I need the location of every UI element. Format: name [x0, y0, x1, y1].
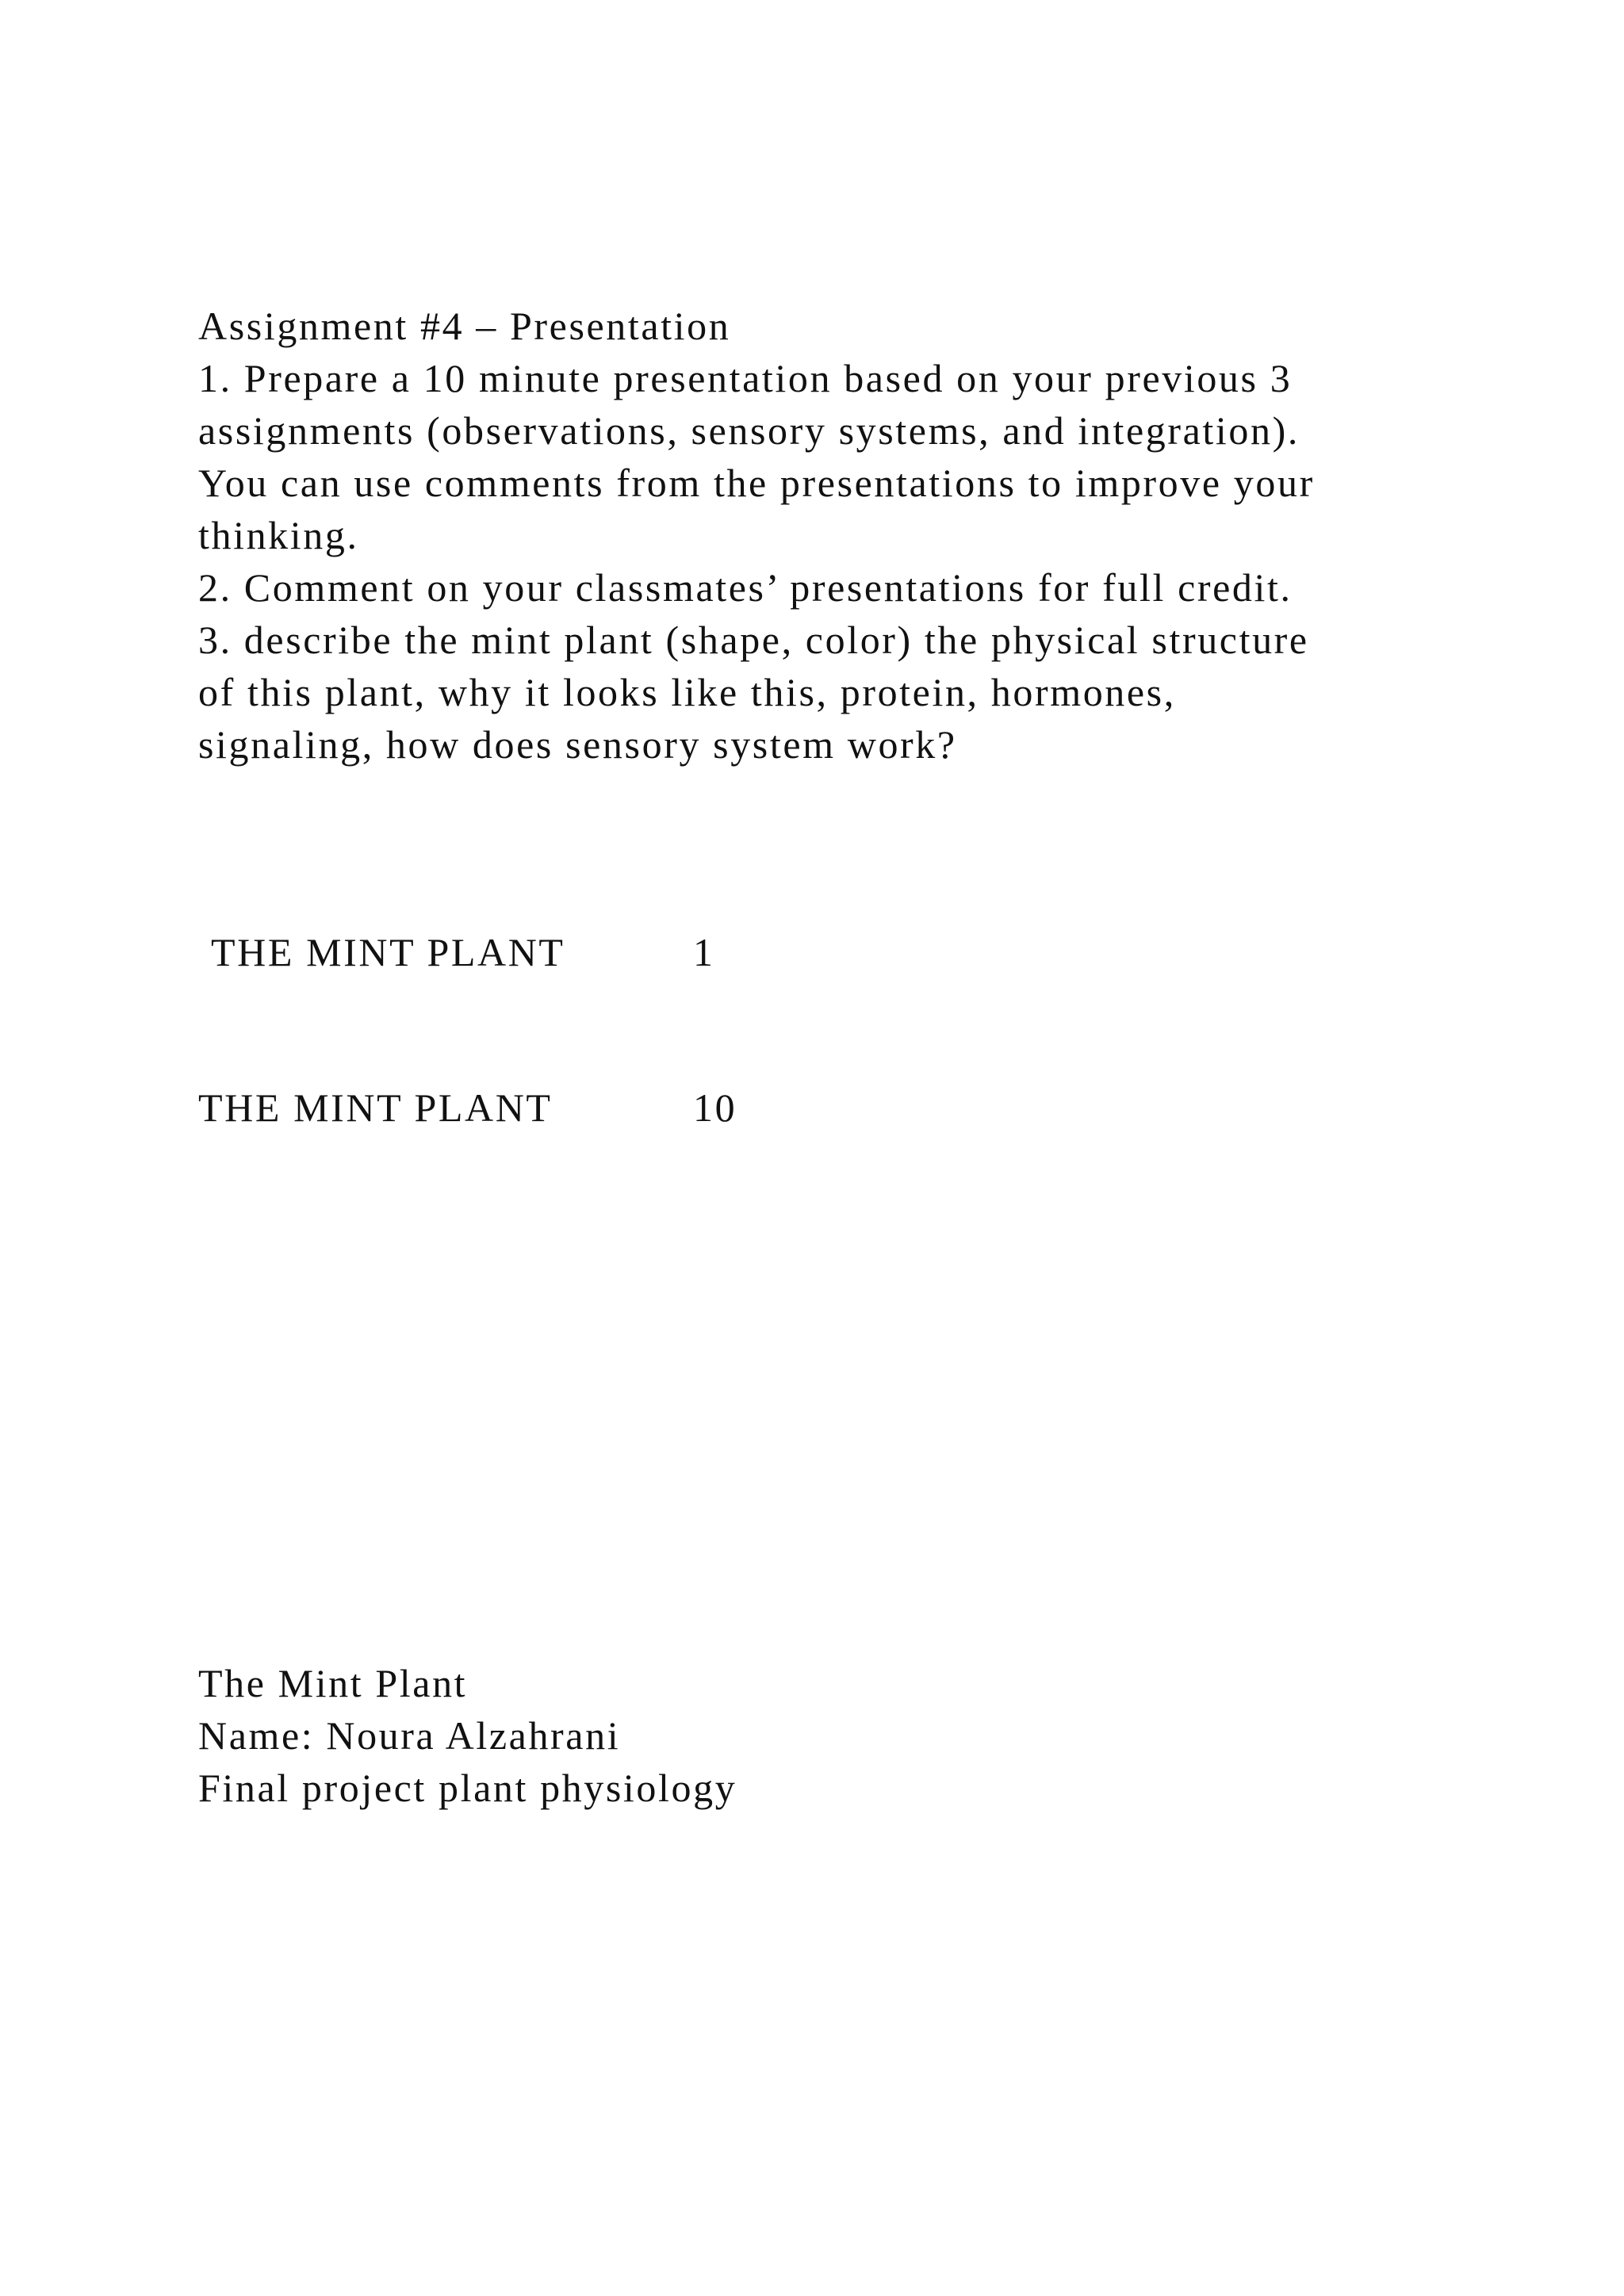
- instruction-line: of this plant, why it looks like this, protein, hormones,: [198, 670, 1176, 714]
- instruction-line: signaling, how does sensory system work?: [198, 722, 957, 767]
- instruction-line: You can use comments from the presentations to improve your: [198, 461, 1315, 505]
- title-page-block: [198, 1657, 1435, 1814]
- document-title: The Mint Plant: [198, 1661, 468, 1705]
- page-number: 1: [693, 930, 715, 974]
- instruction-line: 1. Prepare a 10 minute presentation based on your previous 3: [198, 356, 1293, 400]
- instruction-line: thinking.: [198, 513, 359, 557]
- instruction-line: 3. describe the mint plant (shape, color) the physical structure: [198, 618, 1309, 662]
- course-name: Final project plant physiology: [198, 1766, 737, 1810]
- instruction-line: assignments (observations, sensory systems, and integration).: [198, 408, 1300, 453]
- assignment-heading: Assignment #4 – Presentation: [198, 304, 731, 348]
- author-name: Name: Noura Alzahrani: [198, 1713, 621, 1758]
- instruction-line: 2. Comment on your classmates’ presentations for full credit.: [198, 565, 1293, 610]
- assignment-instructions: [198, 300, 1435, 771]
- running-header-title: THE MINT PLANT: [211, 930, 565, 974]
- running-header-title: THE MINT PLANT: [198, 1085, 553, 1130]
- page-number: 10: [693, 1085, 737, 1130]
